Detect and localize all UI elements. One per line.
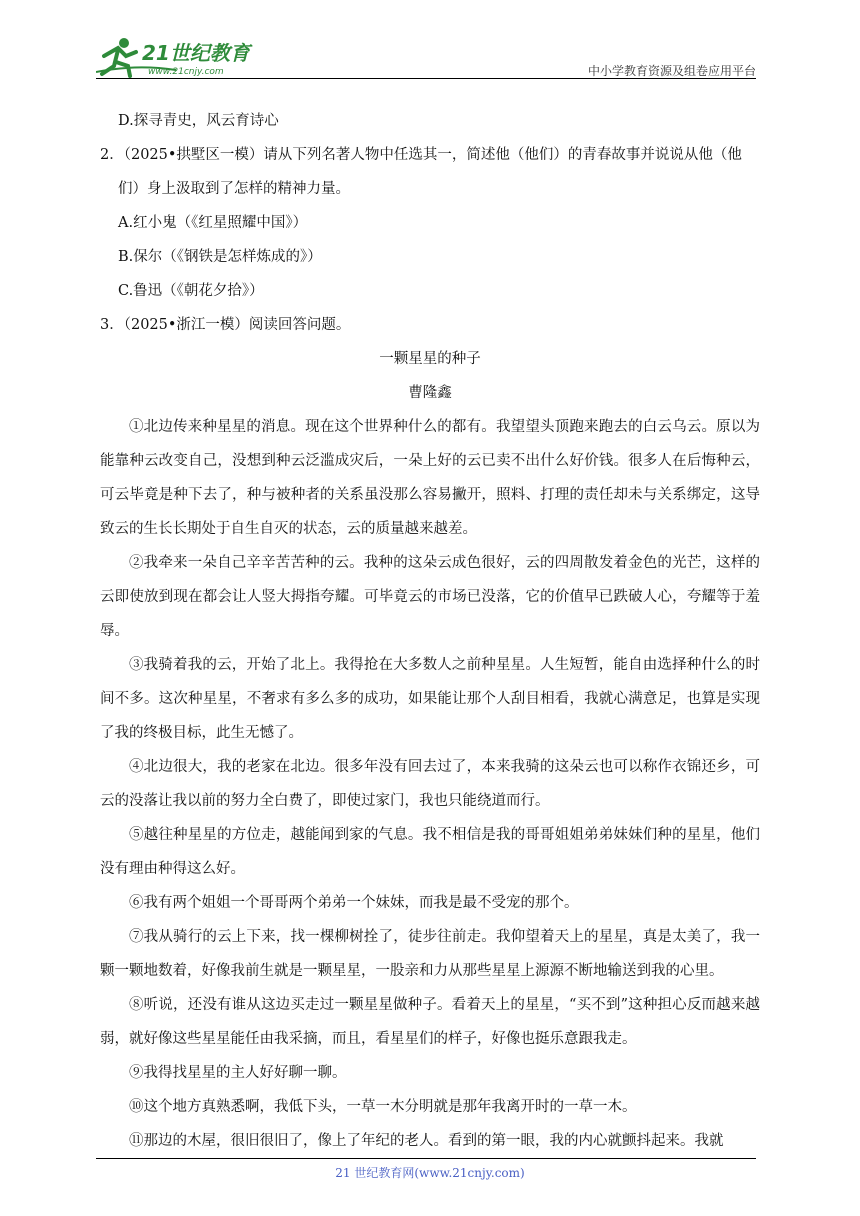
article-paragraph-7: ⑦我从骑行的云上下来，找一棵柳树拴了，徒步往前走。我仰望着天上的星星，真是太美了，我一颗一颗地数着，好像我前生就是一颗星星，一股亲和力从那些星星上源源不断地输送到我的心里。 <box>100 929 760 979</box>
article-paragraph-9: ⑨我得找星星的主人好好聊一聊。 <box>129 1065 347 1081</box>
option-a: A.红小鬼（《红星照耀中国》） <box>118 215 308 231</box>
logo-text: 21世纪教育 <box>142 41 250 65</box>
article-paragraph-1: ①北边传来种星星的消息。现在这个世界种什么的都有。我望望头顶跑来跑去的白云乌云。原以为能靠种云改变自己，没想到种云泛滥成灾后，一朵上好的云已卖不出什么好价钱。很多人在后悔种云，可云毕竟是种下去了，种与被种者的关系虽没那么容易撇开，照料、打理的责任却未与关系绑定，这导致云的生长长期处于自生自灭的状态，云的质量越来越差。 <box>100 419 760 537</box>
option-d: D.探寻青史，风云育诗心 <box>118 113 279 129</box>
header-divider <box>96 78 756 79</box>
document-body <box>100 104 760 1158</box>
article-paragraph-8: ⑧听说，还没有谁从这边买走过一颗星星做种子。看着天上的星星，“买不到”这种担心反而越来越弱，就好像这些星星能任由我采摘，而且，看星星们的样子，好像也挺乐意跟我走。 <box>100 997 760 1047</box>
runner-logo-icon <box>96 34 266 80</box>
footer-link[interactable]: 21 世纪教育网(www.21cnjy.com) <box>335 1166 525 1180</box>
question-3: 3．（2025•浙江一模）阅读回答问题。 <box>100 317 351 333</box>
question-2-continued: 们）身上汲取到了怎样的精神力量。 <box>118 181 350 197</box>
article-paragraph-2: ②我牵来一朵自己辛辛苦苦种的云。我种的这朵云成色很好，云的四周散发着金色的光芒，这样的云即使放到现在都会让人竖大拇指夸耀。可毕竟云的市场已没落，它的价值早已跌破人心，夸耀等于羞辱。 <box>100 555 760 639</box>
article-author: 曹隆鑫 <box>408 385 452 401</box>
header-tagline: 中小学教育资源及组卷应用平台 <box>587 64 756 78</box>
option-b: B.保尔（《钢铁是怎样炼成的》） <box>118 249 322 265</box>
question-2: 2．（2025•拱墅区一模）请从下列名著人物中任选其一，简述他（他们）的青春故事并说说从他（他 <box>100 147 742 163</box>
logo-url: www.21cnjy.com <box>148 67 224 77</box>
site-logo[interactable] <box>96 34 266 80</box>
article-paragraph-5: ⑤越往种星星的方位走，越能闻到家的气息。我不相信是我的哥哥姐姐弟弟妹妹们种的星星，他们没有理由种得这么好。 <box>100 827 760 877</box>
article-paragraph-11: ⑪那边的木屋，很旧很旧了，像上了年纪的老人。看到的第一眼，我的内心就颤抖起来。我就 <box>129 1133 724 1149</box>
footer-divider <box>96 1158 756 1159</box>
option-c: C.鲁迅（《朝花夕拾》） <box>118 283 264 299</box>
article-title: 一颗星星的种子 <box>379 351 481 367</box>
article-paragraph-4: ④北边很大，我的老家在北边。很多年没有回去过了，本来我骑的这朵云也可以称作衣锦还乡，可云的没落让我以前的努力全白费了，即使过家门，我也只能绕道而行。 <box>100 759 760 809</box>
article-paragraph-3: ③我骑着我的云，开始了北上。我得抢在大多数人之前种星星。人生短暂，能自由选择种什么的时间不多。这次种星星，不奢求有多么多的成功，如果能让那个人刮目相看，我就心满意足，也算是实现了我的终极目标，此生无憾了。 <box>100 657 760 741</box>
article-paragraph-6: ⑥我有两个姐姐一个哥哥两个弟弟一个妹妹，而我是最不受宠的那个。 <box>129 895 579 911</box>
page-header <box>96 34 756 80</box>
article-paragraph-10: ⑩这个地方真熟悉啊，我低下头，一草一木分明就是那年我离开时的一草一木。 <box>129 1099 637 1115</box>
